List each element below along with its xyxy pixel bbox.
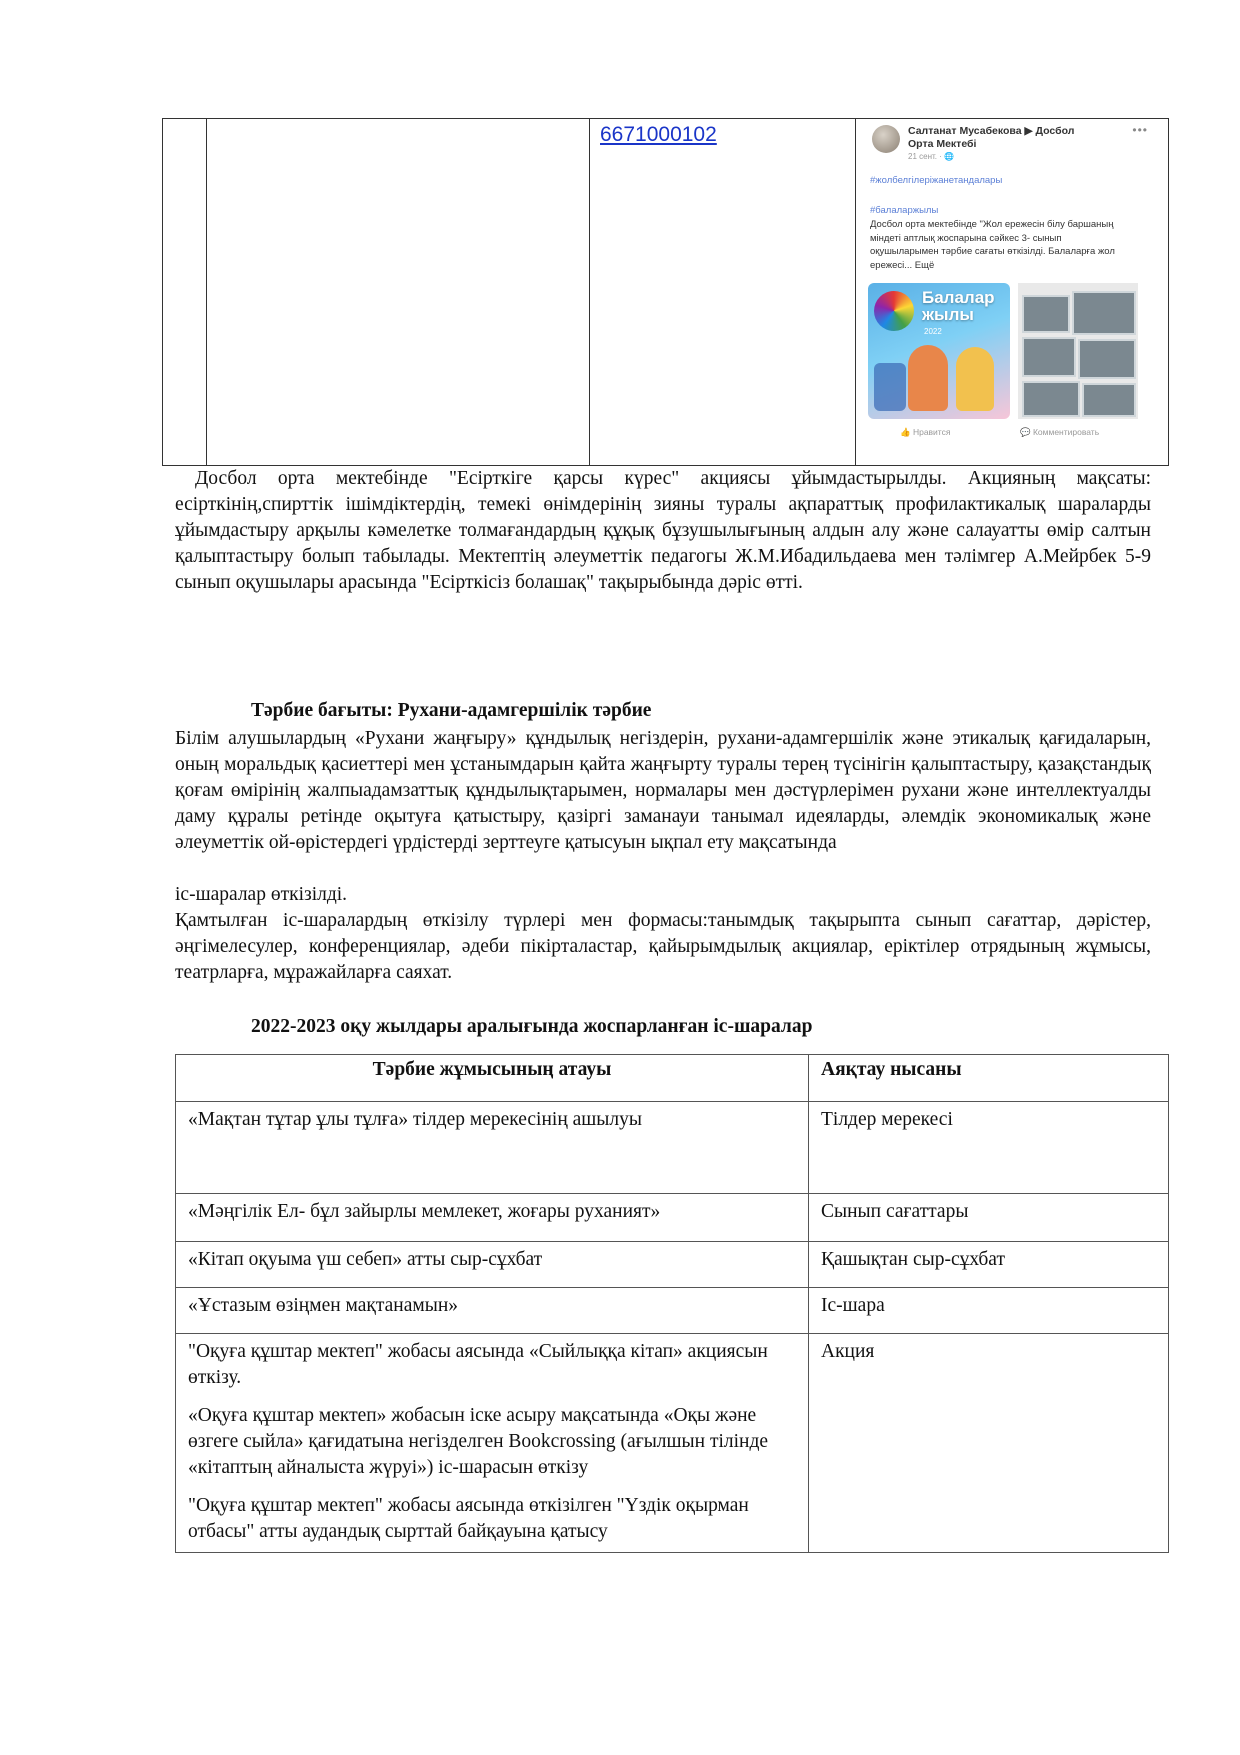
more-options-icon: ••• [1132,123,1148,137]
event-description: «Оқуға құштар мектеп» жобасын іске асыру мақсатында «Оқы және өзгеге сыйла» қағидатына негізделген Bookcrossing (ағылшын тілінде «кітаптың айналыста жүруі») іс-шарасын өткізу [188,1405,769,1478]
table-row [176,1334,1169,1553]
event-form-cell: Қашықтан сыр-сұхбат [809,1242,1169,1288]
paragraph-drug-action: Досбол орта мектебінде "Есірткіге қарсы күрес" акциясы ұйымдастырылды. Акцияның мақсаты: есірткінің,спирттік ішімдіктердің, темекі өнімдерінің зияны туралы ақпараттық профилактикалық шараларды ұйымдастыру арқылы кәмелетке толмағандардың құқық бұзушылығының алдын алу және салауатты өмір салтын қалыптастыру болып табылады. Мектептің әлеуметтік педагогы Ж.М.Ибадильдаева мен тәлімгер А.Мейрбек 5-9 сынып оқушылары арасында "Есірткісіз болашақ" тақырыбында дәріс өтті. [175,468,1151,593]
event-form-cell: Сынып сағаттары [809,1194,1169,1242]
table-heading: 2022-2023 оқу жылдары аралығында жоспарланған іс-шаралар [251,1016,813,1037]
comment-button[interactable]: 💬 Комментировать [1020,427,1100,437]
post-date: 21 сент. · 🌐 [908,152,955,161]
table-row [176,1102,1169,1194]
post-image-poster [868,283,1010,419]
collage-photo [1022,381,1080,417]
event-description: "Оқуға құштар мектеп" жобасы аясында өткізілген "Үздік оқырман отбасы" атты аудандық сырттай байқауына қатысу [188,1495,749,1542]
comment-label: Комментировать [1032,427,1100,437]
event-description: "Оқуға құштар мектеп" жобасы аясында «Сыйлыққа кітап» акциясын өткізу. [188,1341,768,1388]
collage-photo [1078,339,1136,379]
post-hashtag: #жолбелгілеріжанетандалары [870,175,1003,186]
post-link[interactable]: 6671000102 [600,123,717,146]
collage-photo [1072,291,1136,335]
like-button[interactable]: 👍 Нравится [900,427,951,437]
table-cell-number [163,119,207,466]
paragraph-spiritual-goals: Білім алушылардың «Рухани жаңғыру» құндылық негіздерін, рухани-адамгершілік және этикалық қағидаларын, оның моральдық қасиеттері мен ұстанымдарын қайта жаңғырту туралы терең түсінігін қалыптастыру, қазақстандық қоғам өмірінің жалпыадамзаттық құндылықтарымен, нормалары мен дәстүрлерімен рухани және интеллектуалды даму құралы ретінде оқытуға қатыстыру, қазіргі заманауи танымал идеяларды, әлемдік экономикалық және әлеуметтік ой-өрістердегі үрдістерді зерттеуге қатысуын ықпал ету мақсатында [175,728,1151,853]
event-name-cell: «Мәңгілік Ел- бұл зайырлы мемлекет, жоғары руханият» [176,1194,809,1242]
table-cell-screenshot [856,119,1169,466]
event-name-cell: «Кітап оқуыма үш себеп» атты сыр-сұхбат [176,1242,809,1288]
like-label: Нравится [912,427,951,437]
poster-year: 2022 [924,327,942,336]
poster-figure [874,363,906,411]
collage-photo [1022,295,1070,333]
table-cell-link [590,119,856,466]
poster-figure [908,345,948,411]
paragraph-event-forms: Қамтылған іс-шаралардың өткізілу түрлері мен формасы:танымдық тақырыпта сынып сағаттар, дәрістер, әңгімелесулер, конференциялар, әдеби пікірталастар, қайырымдылық акциялар, еріктілер отрядының жұмысы, театрларға, мұражайларға саяхат. [175,910,1151,983]
column-header-event-name: Тәрбие жұмысының атауы [176,1055,809,1102]
report-table-top [162,118,1169,466]
event-form-cell: Іс-шара [809,1288,1169,1334]
post-author: Салтанат Мусабекова ▶ Досбол Орта Мектебі [908,125,1075,150]
poster-title: Балалар жылы [922,288,995,324]
post-body: Досбол орта мектебінде "Жол ережесін білу баршаның міндеті аптлық жоспарына сәйкес 3- сынып оқушыларымен тәрбие сағаты өткізілді. Балаларға жол ережесі... Ещё [870,219,1115,271]
poster-figure [956,347,994,411]
table-row [176,1242,1169,1288]
section-heading: Тәрбие бағыты: Рухани-адамгершілік тәрбие [251,700,652,721]
avatar [872,125,900,153]
event-name-cell: «Мақтан тұтар ұлы тұлға» тілдер мерекесінің ашылуы [176,1102,809,1194]
events-table [175,1054,1169,1553]
event-name-cell: «Ұстазым өзіңмен мақтанамын» [176,1288,809,1334]
table-row [176,1194,1169,1242]
event-form-cell: Акция [809,1334,1169,1553]
flower-logo-icon [874,291,914,331]
social-post-screenshot [856,119,1168,465]
event-form-cell: Тілдер мерекесі [809,1102,1169,1194]
post-hashtag: #балаларжылы [870,205,939,216]
post-image-collage [1018,283,1138,419]
table-header-row [176,1055,1169,1102]
event-name-cell [176,1334,809,1553]
collage-photo [1082,383,1136,417]
column-header-completion-form: Аяқтау нысаны [809,1055,1169,1102]
collage-photo [1022,337,1076,377]
paragraph-spiritual-goals-end: іс-шаралар өткізілді. [175,884,348,905]
table-row [176,1288,1169,1334]
table-cell-description [207,119,590,466]
